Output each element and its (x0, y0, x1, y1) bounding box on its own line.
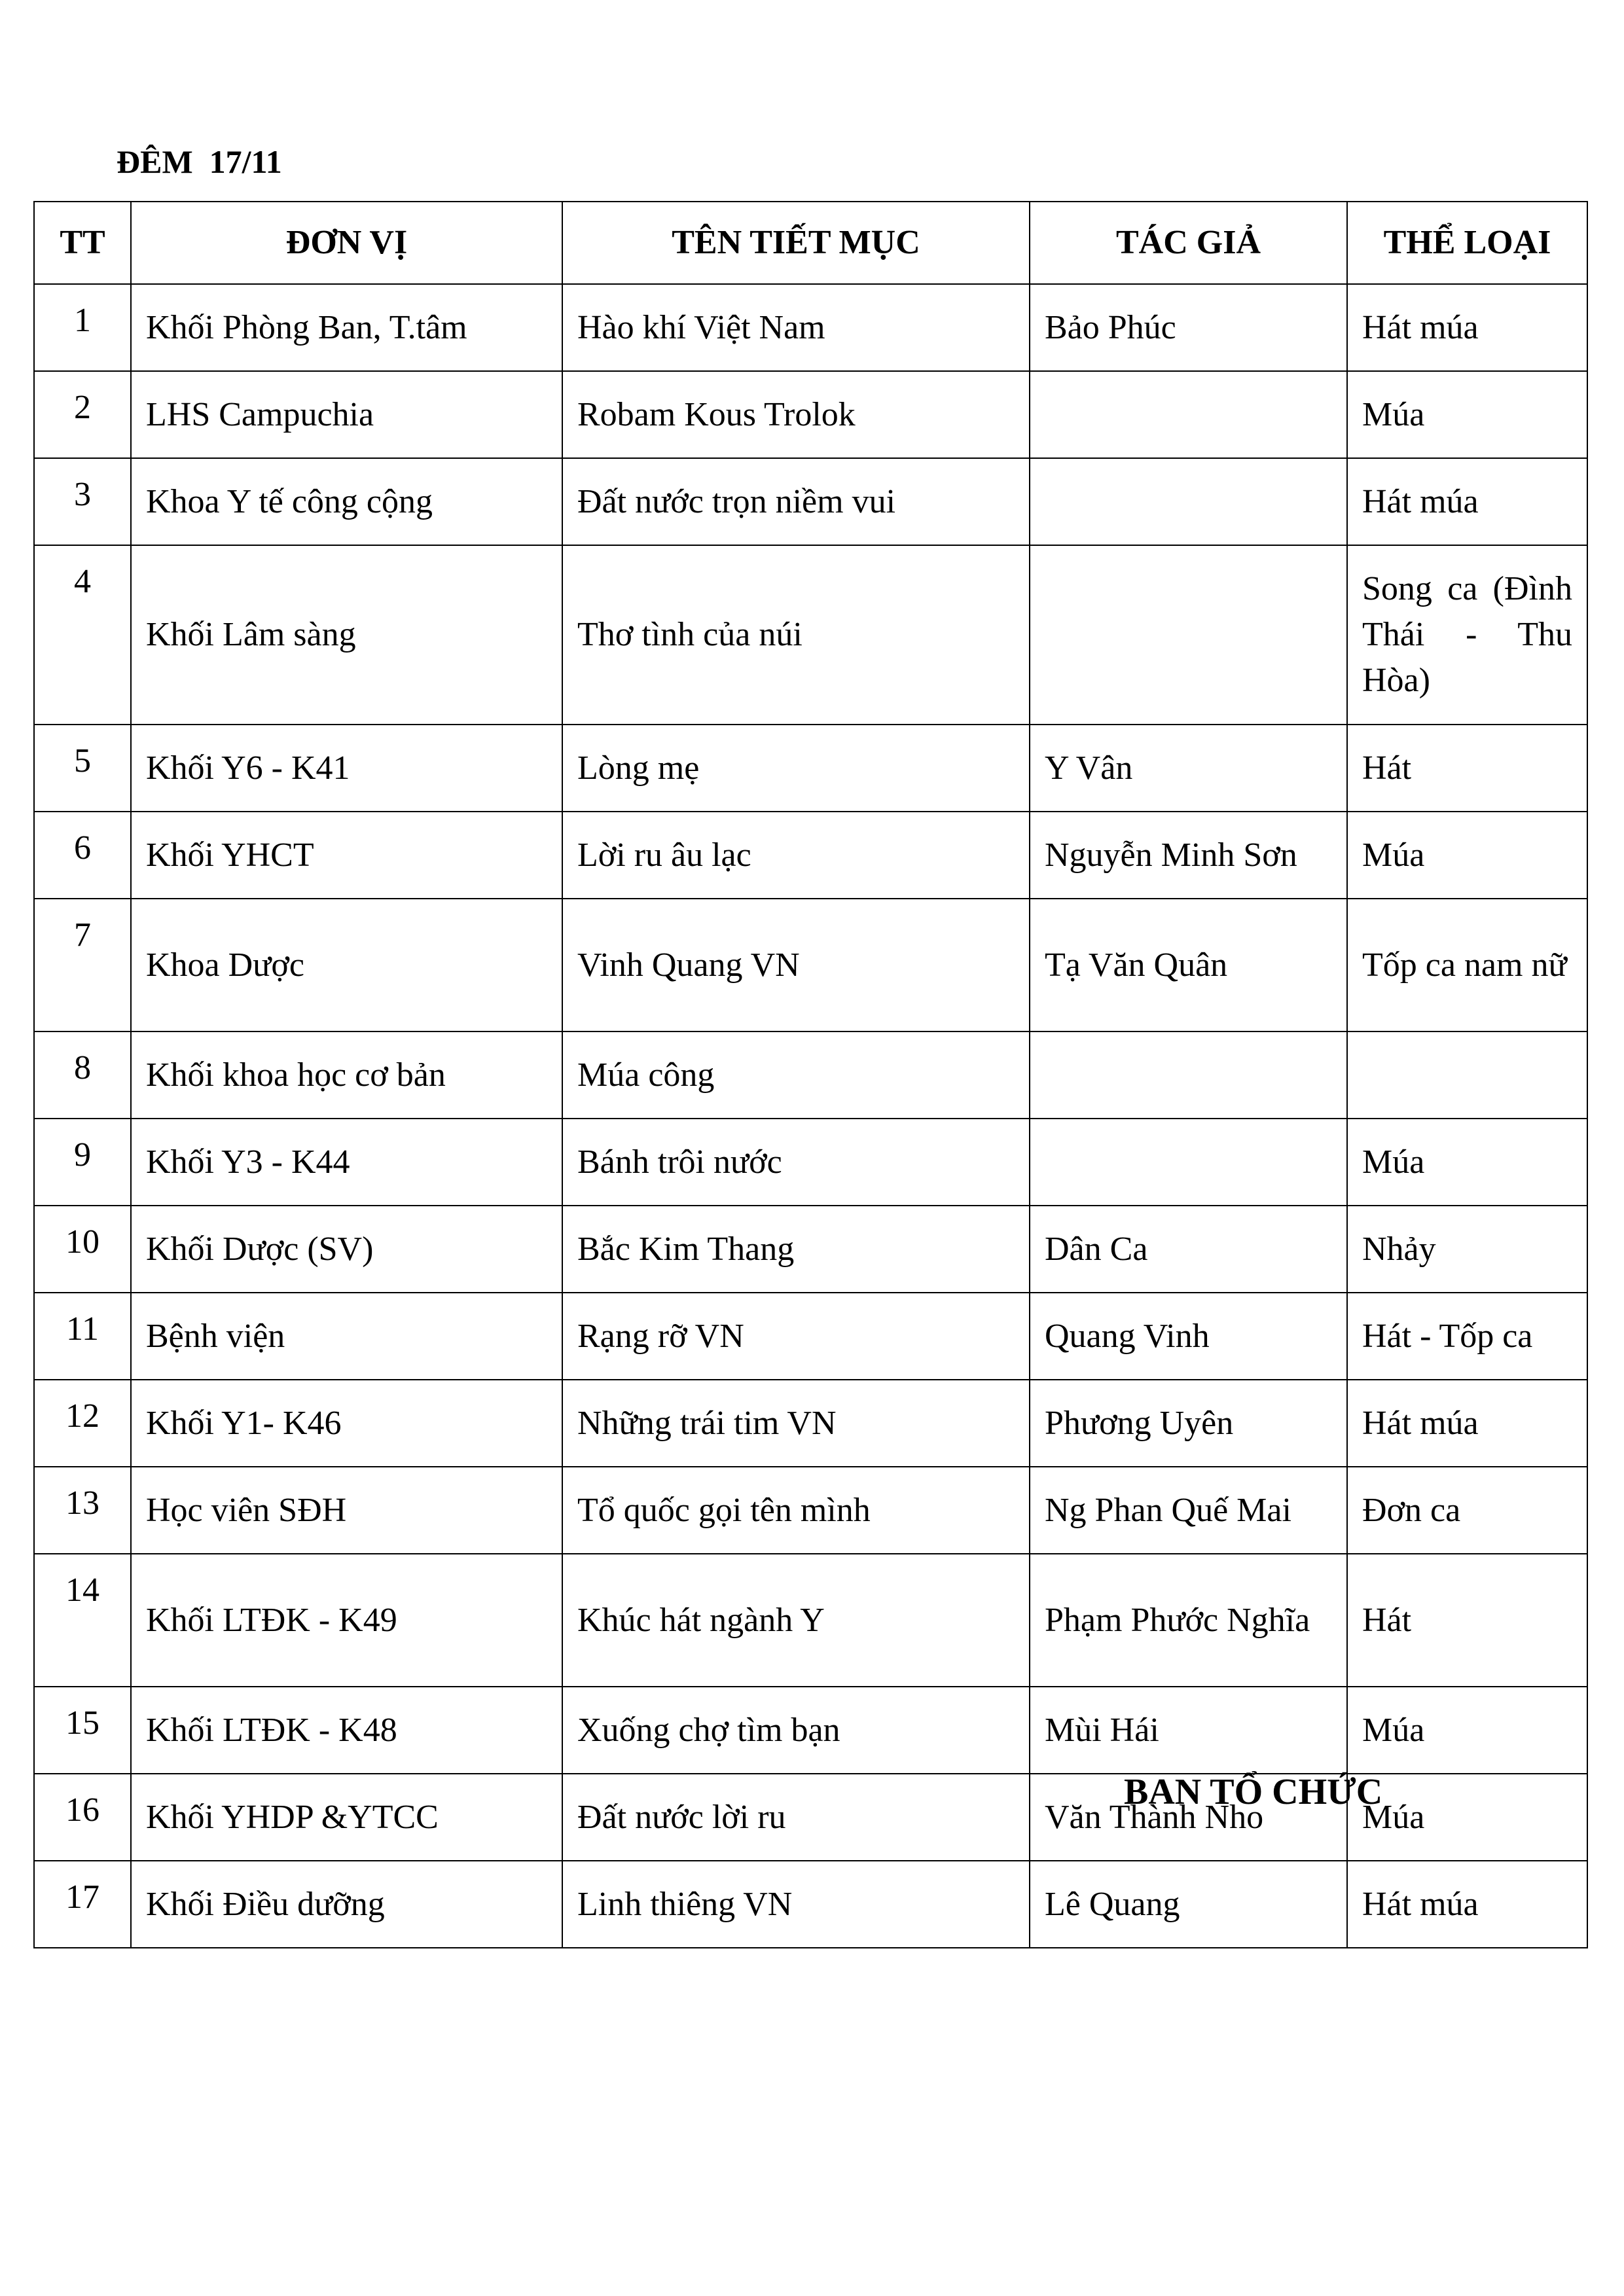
cell-tt: 12 (34, 1380, 131, 1467)
cell-item: Thơ tình của núi (562, 545, 1030, 725)
cell-item: Những trái tim VN (562, 1380, 1030, 1467)
table-row (34, 1293, 1587, 1380)
cell-genre: Múa (1347, 1774, 1587, 1861)
cell-tt: 4 (34, 545, 131, 725)
cell-tt: 13 (34, 1467, 131, 1554)
cell-tt: 14 (34, 1554, 131, 1687)
header-unit: ĐƠN VỊ (131, 202, 562, 284)
cell-item: Lòng mẹ (562, 725, 1030, 812)
table-row (34, 1206, 1587, 1293)
cell-unit: Khối Lâm sàng (131, 545, 562, 725)
cell-genre: Múa (1347, 812, 1587, 899)
cell-tt: 7 (34, 899, 131, 1031)
cell-author (1030, 458, 1347, 545)
cell-tt: 15 (34, 1687, 131, 1774)
cell-author (1030, 1119, 1347, 1206)
cell-genre: Tốp ca nam nữ (1347, 899, 1587, 1031)
cell-item: Hào khí Việt Nam (562, 284, 1030, 371)
cell-genre: Hát múa (1347, 1380, 1587, 1467)
table-row (34, 1380, 1587, 1467)
table-row (34, 371, 1587, 458)
cell-author: Văn Thành Nho (1030, 1774, 1347, 1861)
cell-item: Khúc hát ngành Y (562, 1554, 1030, 1687)
cell-author: Bảo Phúc (1030, 284, 1347, 371)
table-row (34, 458, 1587, 545)
cell-tt: 3 (34, 458, 131, 545)
cell-unit: Khoa Dược (131, 899, 562, 1031)
table-row (34, 899, 1587, 1031)
header-item: TÊN TIẾT MỤC (562, 202, 1030, 284)
cell-genre: Múa (1347, 371, 1587, 458)
table-row (34, 1119, 1587, 1206)
table-header-row (34, 202, 1587, 284)
cell-author: Phạm Phước Nghĩa (1030, 1554, 1347, 1687)
cell-unit: Bệnh viện (131, 1293, 562, 1380)
table-row (34, 1031, 1587, 1119)
cell-unit: Khối Y1- K46 (131, 1380, 562, 1467)
cell-unit: Khối Dược (SV) (131, 1206, 562, 1293)
table-row (34, 725, 1587, 812)
cell-unit: Khối YHDP &YTCC (131, 1774, 562, 1861)
cell-genre: Hát (1347, 1554, 1587, 1687)
cell-item: Robam Kous Trolok (562, 371, 1030, 458)
cell-item: Rạng rỡ VN (562, 1293, 1030, 1380)
cell-item: Xuống chợ tìm bạn (562, 1687, 1030, 1774)
cell-tt: 6 (34, 812, 131, 899)
cell-item: Lời ru âu lạc (562, 812, 1030, 899)
cell-genre: Đơn ca (1347, 1467, 1587, 1554)
cell-unit: Khối LTĐK - K48 (131, 1687, 562, 1774)
cell-unit: Khối YHCT (131, 812, 562, 899)
cell-genre: Nhảy (1347, 1206, 1587, 1293)
cell-author: Dân Ca (1030, 1206, 1347, 1293)
signature-organizer: BAN TỔ CHỨC (1124, 1772, 1383, 1812)
cell-author: Nguyễn Minh Sơn (1030, 812, 1347, 899)
cell-genre: Song ca (Đình Thái - Thu Hòa) (1347, 545, 1587, 725)
table-row (34, 545, 1587, 725)
cell-item: Tổ quốc gọi tên mình (562, 1467, 1030, 1554)
header-genre: THỂ LOẠI (1347, 202, 1587, 284)
header-tt: TT (34, 202, 131, 284)
cell-tt: 2 (34, 371, 131, 458)
cell-author: Lê Quang (1030, 1861, 1347, 1948)
cell-author: Ng Phan Quế Mai (1030, 1467, 1347, 1554)
cell-item: Đất nước trọn niềm vui (562, 458, 1030, 545)
cell-item: Bắc Kim Thang (562, 1206, 1030, 1293)
cell-tt: 11 (34, 1293, 131, 1380)
cell-author (1030, 545, 1347, 725)
cell-tt: 1 (34, 284, 131, 371)
cell-genre: Múa (1347, 1687, 1587, 1774)
cell-author: Tạ Văn Quân (1030, 899, 1347, 1031)
cell-tt: 10 (34, 1206, 131, 1293)
table-row (34, 1554, 1587, 1687)
cell-author: Phương Uyên (1030, 1380, 1347, 1467)
table-row (34, 284, 1587, 371)
cell-unit: Khối Phòng Ban, T.tâm (131, 284, 562, 371)
cell-item: Múa công (562, 1031, 1030, 1119)
cell-unit: Khối Y3 - K44 (131, 1119, 562, 1206)
cell-item: Linh thiêng VN (562, 1861, 1030, 1948)
table-row (34, 1687, 1587, 1774)
program-table (33, 201, 1588, 1948)
cell-tt: 8 (34, 1031, 131, 1119)
cell-tt: 9 (34, 1119, 131, 1206)
cell-unit: Học viên SĐH (131, 1467, 562, 1554)
page-title: ĐÊM 17/11 (117, 143, 282, 180)
cell-author (1030, 1031, 1347, 1119)
cell-genre: Hát múa (1347, 458, 1587, 545)
table-row (34, 1467, 1587, 1554)
cell-tt: 17 (34, 1861, 131, 1948)
cell-unit: Khối LTĐK - K49 (131, 1554, 562, 1687)
cell-genre: Hát - Tốp ca (1347, 1293, 1587, 1380)
cell-genre: Hát múa (1347, 284, 1587, 371)
cell-item: Đất nước lời ru (562, 1774, 1030, 1861)
cell-tt: 16 (34, 1774, 131, 1861)
table-row (34, 812, 1587, 899)
cell-author: Y Vân (1030, 725, 1347, 812)
cell-genre: Múa (1347, 1119, 1587, 1206)
header-author: TÁC GIẢ (1030, 202, 1347, 284)
cell-item: Vinh Quang VN (562, 899, 1030, 1031)
cell-genre: Hát múa (1347, 1861, 1587, 1948)
cell-unit: Khối Điều dưỡng (131, 1861, 562, 1948)
cell-genre: Hát (1347, 725, 1587, 812)
cell-tt: 5 (34, 725, 131, 812)
cell-unit: Khoa Y tế công cộng (131, 458, 562, 545)
table-row (34, 1861, 1587, 1948)
cell-unit: LHS Campuchia (131, 371, 562, 458)
cell-item: Bánh trôi nước (562, 1119, 1030, 1206)
cell-unit: Khối Y6 - K41 (131, 725, 562, 812)
cell-unit: Khối khoa học cơ bản (131, 1031, 562, 1119)
cell-author: Mùi Hái (1030, 1687, 1347, 1774)
cell-author (1030, 371, 1347, 458)
cell-genre (1347, 1031, 1587, 1119)
cell-author: Quang Vinh (1030, 1293, 1347, 1380)
